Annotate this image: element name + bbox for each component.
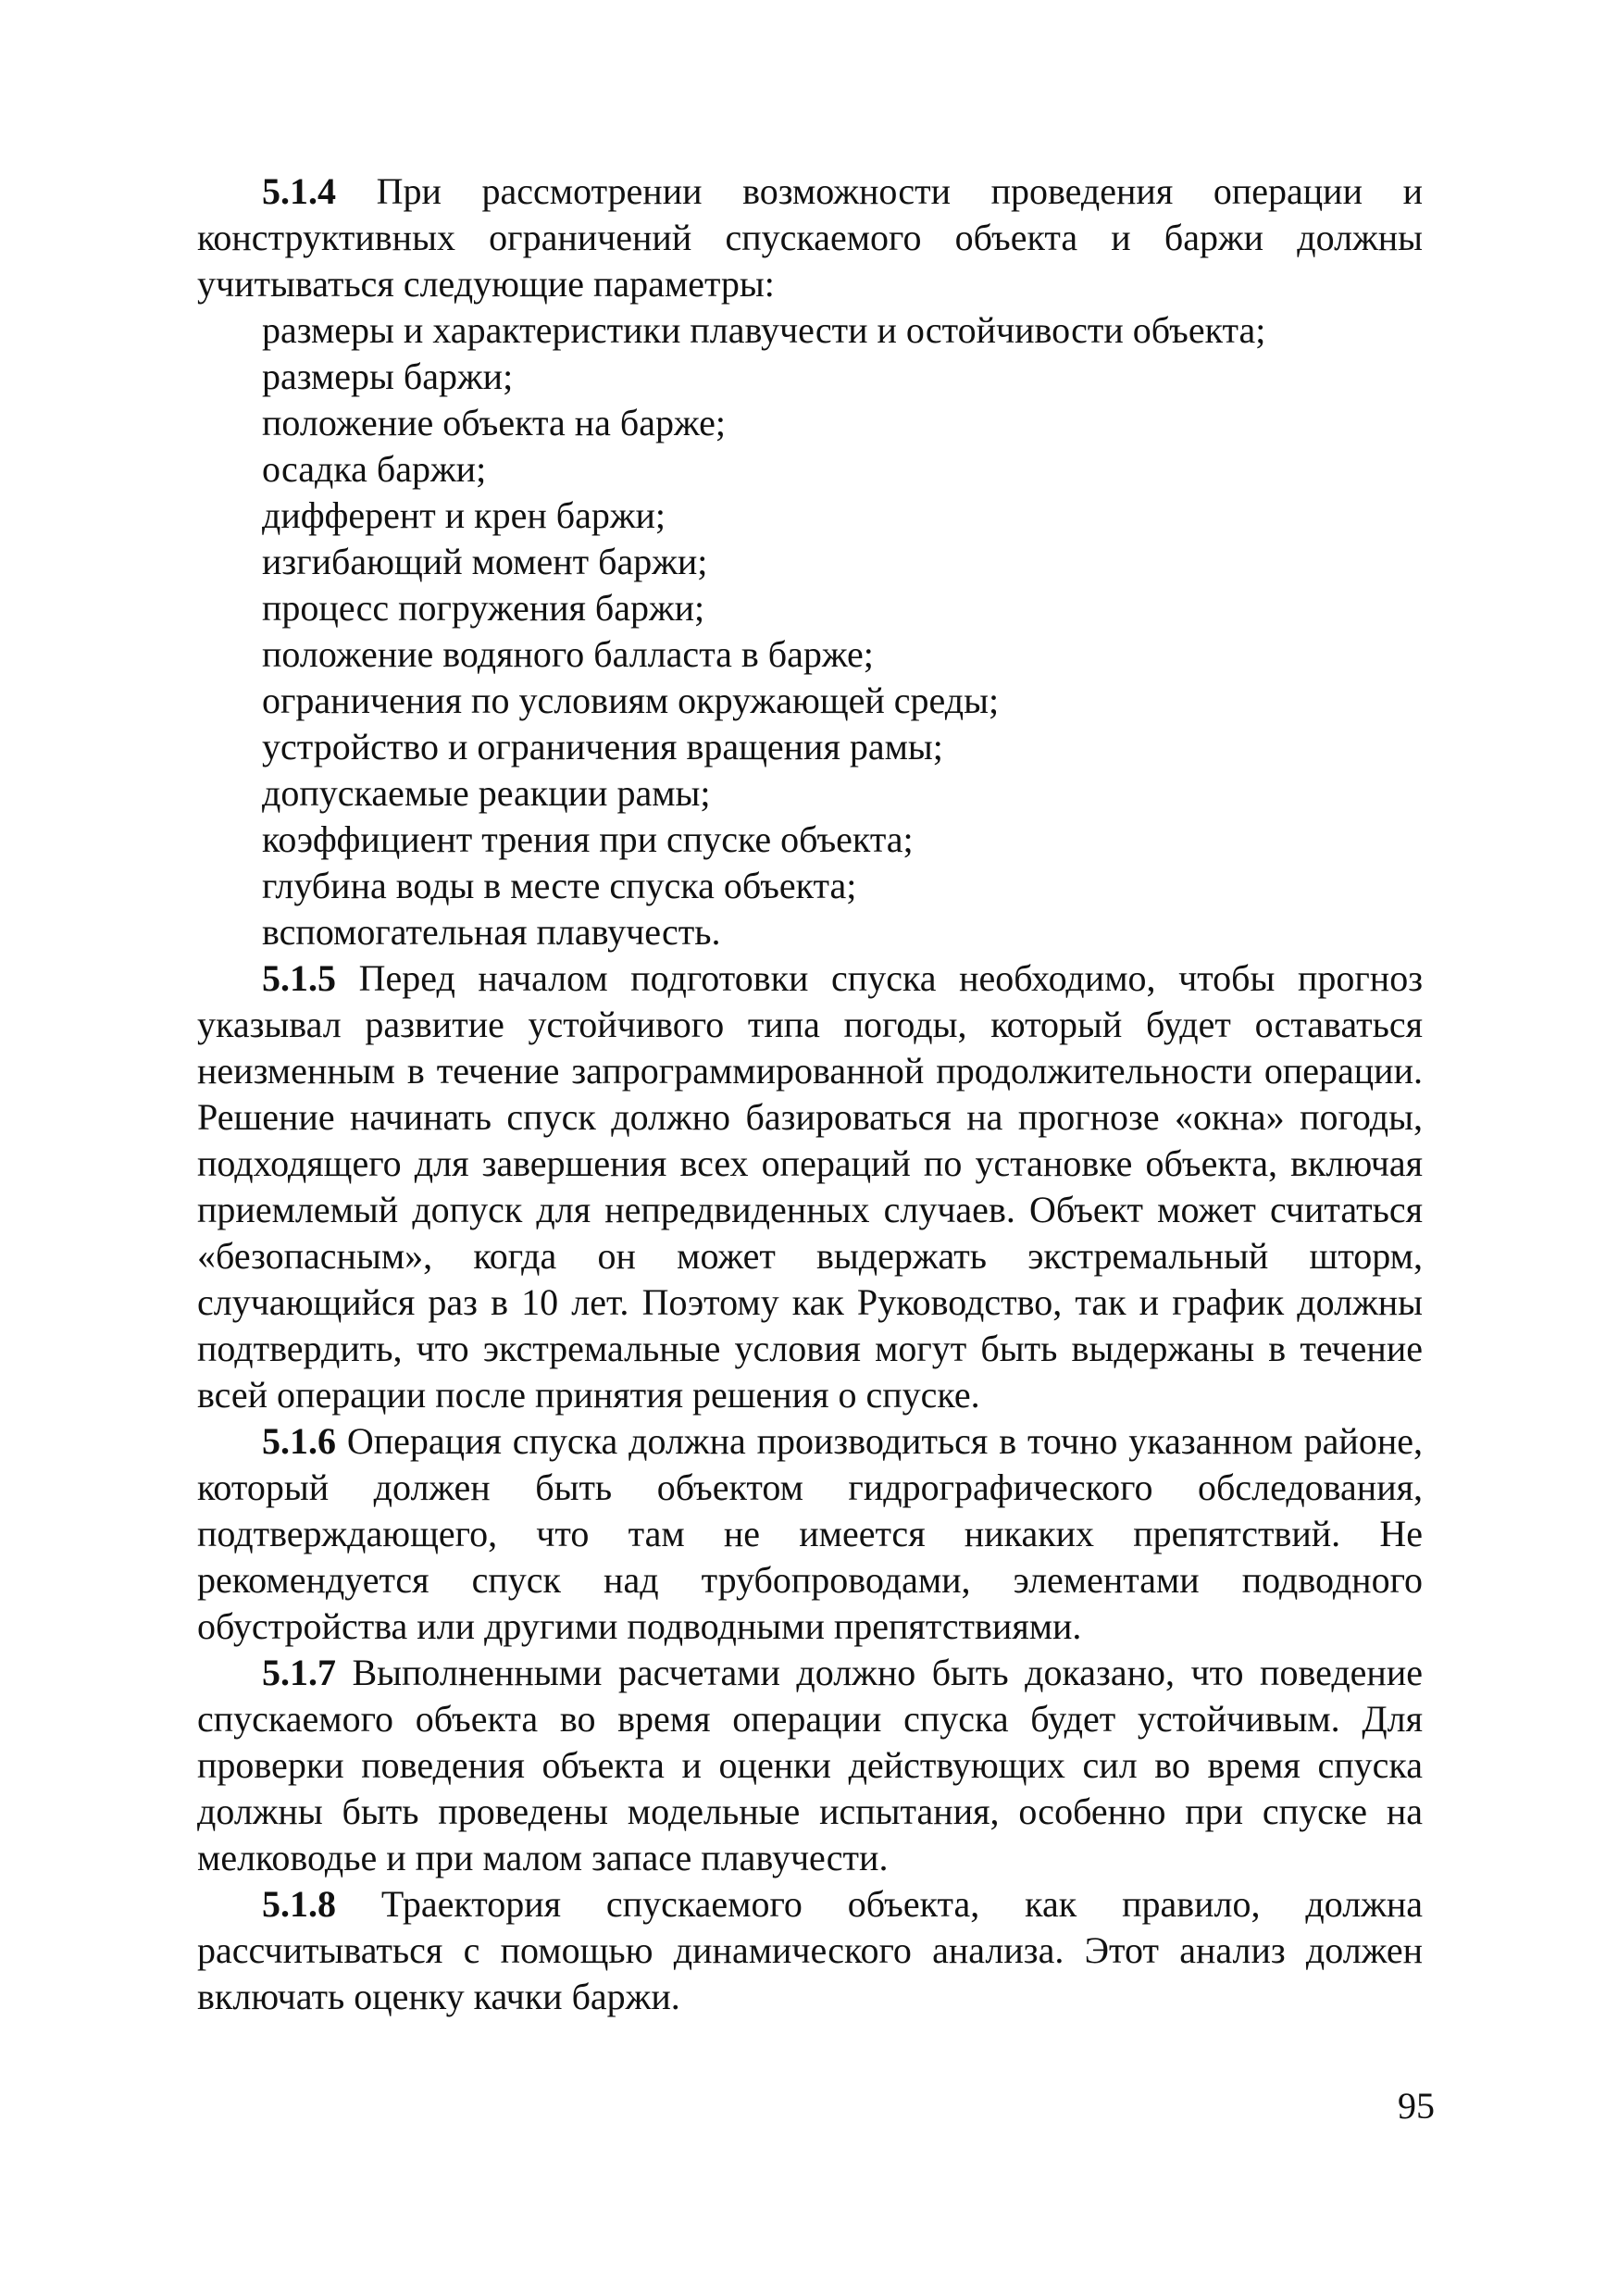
list-item: коэффициент трения при спуске объекта; [262,818,914,860]
section-5-1-7 [197,1650,1423,1881]
section-5-1-8 [197,1881,1423,2020]
section-number: 5.1.5 [262,957,336,999]
list-item: положение объекта на барже; [262,402,726,443]
list-item: дифферент и крен баржи; [262,494,666,536]
parameter-list [197,307,1423,955]
section-5-1-6 [197,1418,1423,1650]
list-item: устройство и ограничения вращения рамы; [262,726,943,767]
list-item: размеры баржи; [262,356,514,397]
section-5-1-4 [197,168,1423,307]
list-item: осадка баржи; [262,448,487,490]
page-body [197,168,1423,2020]
section-number: 5.1.8 [262,1883,336,1925]
list-item: положение водяного балласта в барже; [262,633,874,675]
list-item: вспомогательная плавучесть. [262,911,721,953]
section-5-1-5 [197,955,1423,1418]
section-number: 5.1.6 [262,1420,336,1462]
list-item: ограничения по условиям окружающей среды; [262,680,1000,721]
section-text: Перед началом подготовки спуска необходимо, чтобы прогноз указывал развитие устойчивого типа погоды, который будет оставаться неизменным в течение запрограммированной продолжительности операции. Решение начинать спуск должно базироваться на прогнозе «окна» погоды, подходящего для завершения всех операций по установке объекта, включая приемлемый допуск для непредвиденных случаев. Объект может считаться «безопасным», когда он может выдержать экстремальный шторм, случающийся раз в 10 лет. Поэтому как Руководство, так и график должны подтвердить, что экстремальные условия могут быть выдержаны в течение всей операции после принятия решения о спуске. [197,957,1423,1416]
section-text: При рассмотрении возможности проведения операции и конструктивных ограничений спускаемого объекта и баржи должны учитываться следующие параметры: [197,170,1423,305]
list-item: размеры и характеристики плавучести и остойчивости объекта; [262,309,1266,351]
section-number: 5.1.4 [262,170,336,212]
list-item: допускаемые реакции рамы; [262,772,711,814]
section-number: 5.1.7 [262,1652,336,1693]
list-item: процесс погружения баржи; [262,587,705,629]
page-number: 95 [1398,2085,1435,2127]
section-text: Выполненными расчетами должно быть доказано, что поведение спускаемого объекта во время операции спуска будет устойчивым. Для проверки поведения объекта и оценки действующих сил во время спуска должны быть проведены модельные испытания, особенно при спуске на мелководье и при малом запасе плавучести. [197,1652,1423,1878]
section-text: Траектория спускаемого объекта, как правило, должна рассчитываться с помощью динамического анализа. Этот анализ должен включать оценку качки баржи. [197,1883,1423,2017]
section-text: Операция спуска должна производиться в точно указанном районе, который должен быть объектом гидрографического обследования, подтверждающего, что там не имеется никаких препятствий. Не рекомендуется спуск над трубопроводами, элементами подводного обустройства или другими подводными препятствиями. [197,1420,1423,1647]
list-item: изгибающий момент баржи; [262,541,708,582]
list-item: глубина воды в месте спуска объекта; [262,865,857,906]
